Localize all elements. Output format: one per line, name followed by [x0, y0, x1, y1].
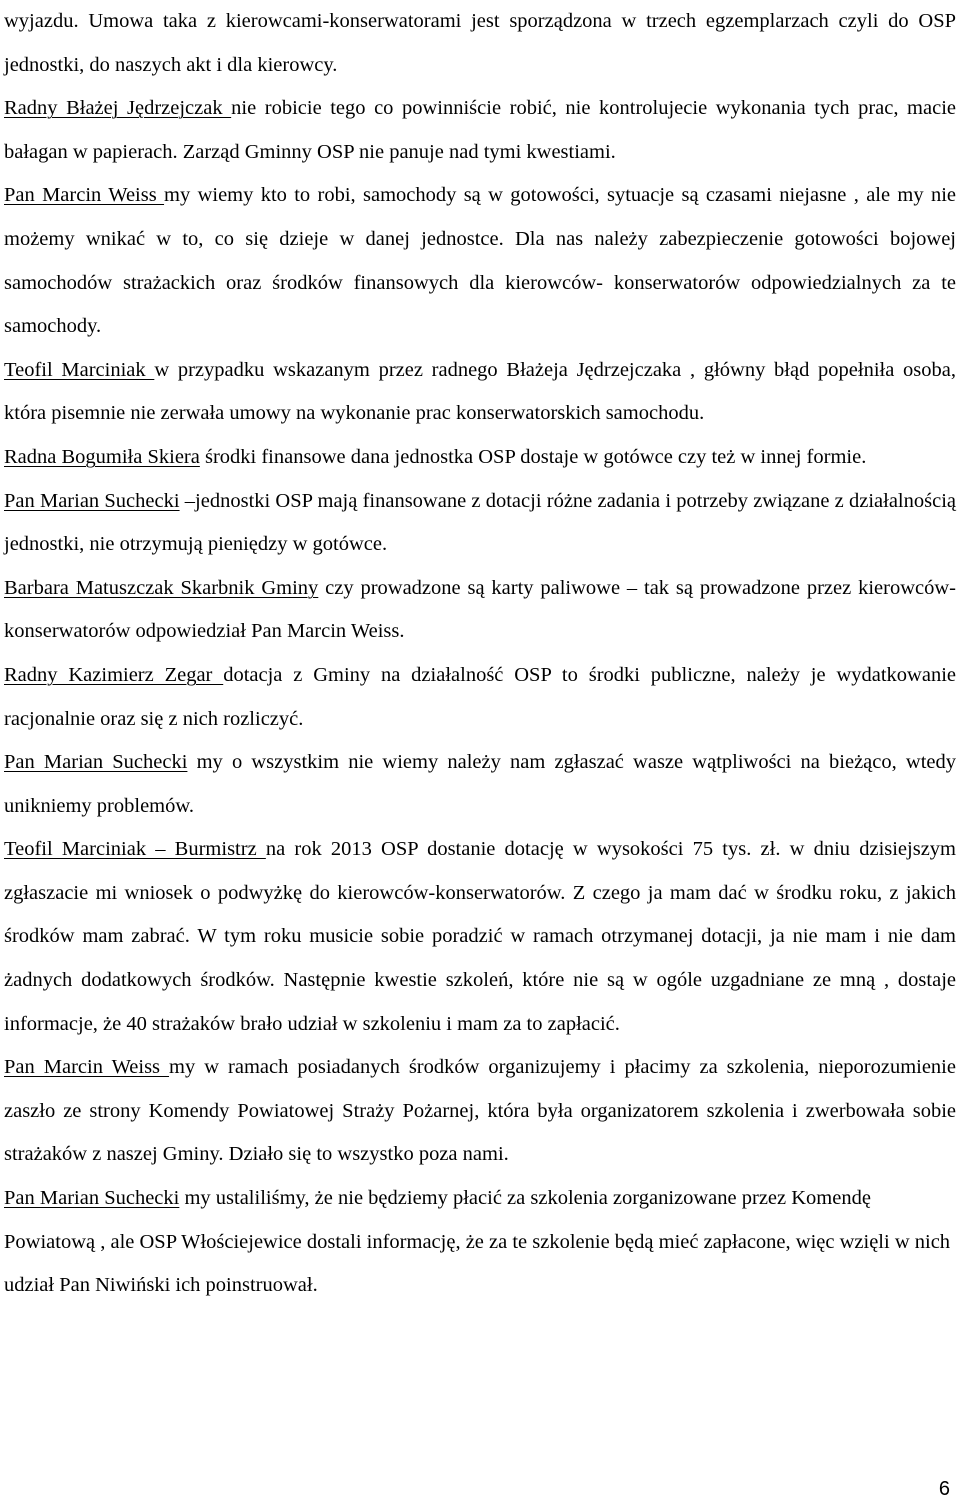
paragraph: [4, 567, 956, 654]
page-number: 6: [938, 1478, 950, 1500]
paragraph-text: dotacja z Gminy na działalność OSP to środki publiczne, należy je wydatkowanie racjonalnie oraz się z nich rozliczyć.: [4, 663, 956, 730]
speaker-name: Radny Kazimierz Zegar: [4, 663, 224, 686]
speaker-name: Pan Marian Suchecki: [4, 489, 180, 512]
speaker-name: Pan Marcin Weiss: [4, 1056, 170, 1079]
speaker-name: Pan Marcin Weiss: [4, 184, 165, 207]
paragraph: [4, 828, 956, 1046]
paragraph-text: –jednostki OSP mają finansowane z dotacji różne zadania i potrzeby związane z działalnością jednostki, nie otrzymują pieniędzy w gotówce.: [4, 489, 957, 556]
document-page: [4, 0, 956, 1308]
speaker-name: Teofil Marciniak – Burmistrz: [4, 838, 266, 861]
paragraph-text: czy prowadzone są karty paliwowe – tak są prowadzone przez kierowców-konserwatorów odpowiedział Pan Marcin Weiss.: [4, 576, 956, 643]
paragraph-text: środki finansowe dana jednostka OSP dostaje w gotówce czy też w innej formie.: [199, 445, 867, 468]
speaker-name: Radna Bogumiła Skiera: [4, 445, 200, 468]
paragraph-text: nie robicie tego co powinniście robić, nie kontrolujecie wykonania tych prac, macie bałagan w papierach. Zarząd Gminny OSP nie panuje nad tymi kwestiami.: [4, 97, 956, 163]
paragraph: [4, 436, 956, 480]
speaker-name: Pan Marian Suchecki: [4, 751, 188, 774]
paragraph-text: wyjazdu. Umowa taka z kierowcami-konserwatorami jest sporządzona w trzech egzemplarzach czyli do OSP jednostki, do naszych akt i dla kierowcy.: [4, 10, 956, 76]
speaker-name: Radny Błażej Jędrzejczak: [4, 97, 232, 120]
paragraph: [4, 1046, 956, 1177]
paragraph-text: na rok 2013 OSP dostanie dotację w wysokości 75 tys. zł. w dniu dzisiejszym zgłaszacie mi wniosek o podwyżkę do kierowców-konserwatorów. Z czego ja mam dać w środku roku, z jakich środków mam zabrać. W tym roku musicie sobie poradzić w ramach otrzymanej dotacji, ja nie mam i nie dam żadnych dodatkowych środków. Następnie kwestie szkoleń, które nie są w ogóle uzgadniane ze mną , dostaje informacje, że 40 strażaków brało udział w szkoleniu i mam za to zapłacić.: [4, 838, 957, 1035]
paragraph-text: my w ramach posiadanych środków organizujemy i płacimy za szkolenia, nieporozumienie zaszło ze strony Komendy Powiatowej Straży Pożarnej, która była organizatorem szkolenia i zwerbowała sobie strażaków z naszej Gminy. Działo się to wszystko poza nami.: [4, 1056, 956, 1166]
paragraph-text: w przypadku wskazanym przez radnego Błażeja Jędrzejczaka , główny błąd popełniła osoba, która pisemnie nie zerwała umowy na wykonanie prac konserwatorskich samochodu.: [4, 358, 956, 425]
paragraph-text: my ustaliliśmy, że nie będziemy płacić za szkolenia zorganizowane przez Komendę Powiatową , ale OSP Włościejewice dostali informację, że za te szkolenie będą mieć zapłacone, więc wzięli w nich udział Pan Niwiński ich poinstruował.: [4, 1187, 951, 1297]
paragraph: [4, 174, 956, 348]
speaker-name: Pan Marian Suchecki: [4, 1187, 180, 1210]
paragraph-text: my o wszystkim nie wiemy należy nam zgłaszać wasze wątpliwości na bieżąco, wtedy unikniemy problemów.: [4, 751, 957, 817]
paragraph: [4, 349, 956, 436]
paragraph: [4, 654, 956, 741]
speaker-name: Barbara Matuszczak Skarbnik Gminy: [4, 576, 319, 599]
speaker-name: Teofil Marciniak: [4, 358, 155, 381]
paragraph: [4, 741, 956, 828]
paragraph-text: my wiemy kto to robi, samochody są w gotowości, sytuacje są czasami niejasne , ale my nie możemy wnikać w to, co się dzieje w danej jednostce. Dla nas należy zabezpieczenie gotowości bojowej samochodów strażackich oraz środków finansowych dla kierowców- konserwatorów odpowiedzialnych za te samochody.: [4, 184, 956, 338]
paragraph: [4, 480, 956, 567]
paragraph: [4, 0, 956, 87]
paragraph: [4, 87, 956, 174]
paragraph: [4, 1177, 956, 1308]
